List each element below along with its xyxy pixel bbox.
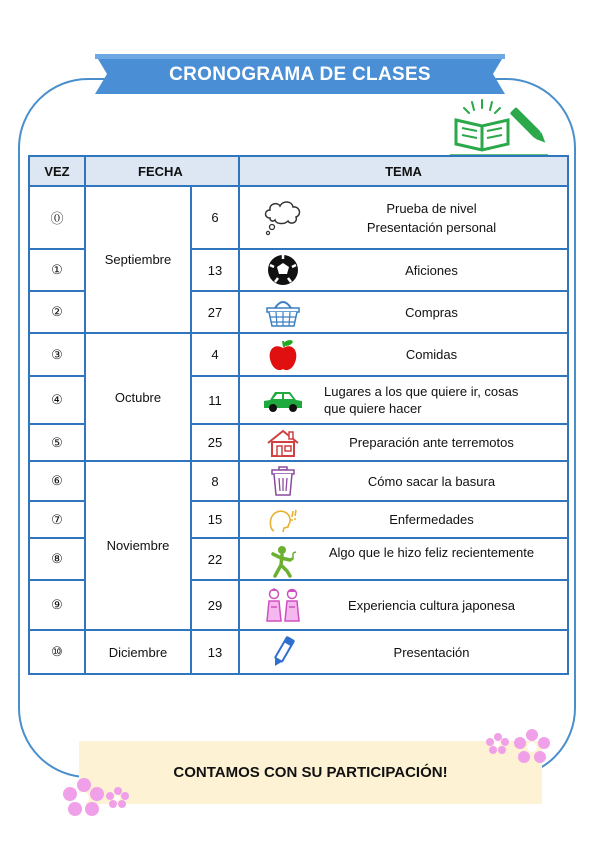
footer-message: CONTAMOS CON SU PARTICIPACIÓN! (173, 764, 448, 781)
topic-text: Prueba de nivel (386, 200, 477, 216)
day-cell: 6 (191, 186, 239, 249)
soccer-ball-icon (262, 253, 304, 287)
day-cell: 22 (191, 538, 239, 580)
day-cell: 13 (191, 249, 239, 291)
topic-text: Enfermedades (389, 512, 474, 527)
topic-text: que quiere hacer (324, 401, 422, 416)
topic-text: Preparación ante terremotos (349, 435, 514, 450)
topic-text: Comidas (405, 347, 458, 362)
header-tema: TEMA (239, 156, 568, 186)
day-cell: 15 (191, 501, 239, 538)
table-row (29, 630, 568, 674)
shopping-basket-icon (262, 296, 304, 328)
month-cell: Noviembre (85, 461, 191, 630)
row-number: ④ (29, 376, 85, 424)
topic-text: Presentación personal (366, 219, 497, 235)
month-cell: Septiembre (85, 186, 191, 333)
table-row (29, 333, 568, 376)
thought-bubble-icon (262, 198, 304, 238)
day-cell: 4 (191, 333, 239, 376)
row-number: ⑩ (29, 630, 85, 674)
day-cell: 8 (191, 461, 239, 501)
apple-icon (262, 337, 304, 373)
row-number: ③ (29, 333, 85, 376)
day-cell: 27 (191, 291, 239, 333)
row-number: ① (29, 249, 85, 291)
flower-icon (62, 775, 134, 825)
topic-text: Aficiones (405, 262, 458, 278)
row-number: ② (29, 291, 85, 333)
pen-icon (262, 635, 304, 669)
topic-text: Presentación (393, 644, 470, 660)
day-cell: 25 (191, 424, 239, 461)
header-fecha: FECHA (85, 156, 239, 186)
header-vez: VEZ (29, 156, 85, 186)
schedule-table (28, 155, 569, 675)
table-row (29, 186, 568, 249)
row-number: ⑤ (29, 424, 85, 461)
topic-text: Compras (405, 304, 458, 320)
flower-icon (484, 727, 554, 775)
month-cell: Diciembre (85, 630, 191, 674)
dancing-person-icon (262, 545, 304, 579)
house-icon (262, 428, 304, 458)
table-header-row (29, 156, 568, 186)
row-number: ⑨ (29, 580, 85, 630)
row-number: ⓪ (29, 186, 85, 249)
day-cell: 11 (191, 376, 239, 424)
sick-person-icon (262, 505, 304, 535)
topic-text: Algo que le hizo feliz recientemente (328, 545, 535, 560)
row-number: ⑧ (29, 538, 85, 580)
table-row (29, 461, 568, 501)
row-number: ⑦ (29, 501, 85, 538)
book-and-pen-icon (450, 98, 555, 156)
row-number: ⑥ (29, 461, 85, 501)
topic-text: Experiencia cultura japonesa (348, 597, 515, 613)
day-cell: 13 (191, 630, 239, 674)
trash-can-icon (262, 465, 304, 497)
car-icon (262, 387, 304, 413)
topic-text: Lugares a los que quiere ir, cosas (324, 384, 519, 399)
japanese-dolls-icon (262, 587, 304, 623)
topic-text: Cómo sacar la basura (367, 473, 496, 489)
day-cell: 29 (191, 580, 239, 630)
month-cell: Octubre (85, 333, 191, 461)
page-title: CRONOGRAMA DE CLASES (169, 64, 431, 85)
